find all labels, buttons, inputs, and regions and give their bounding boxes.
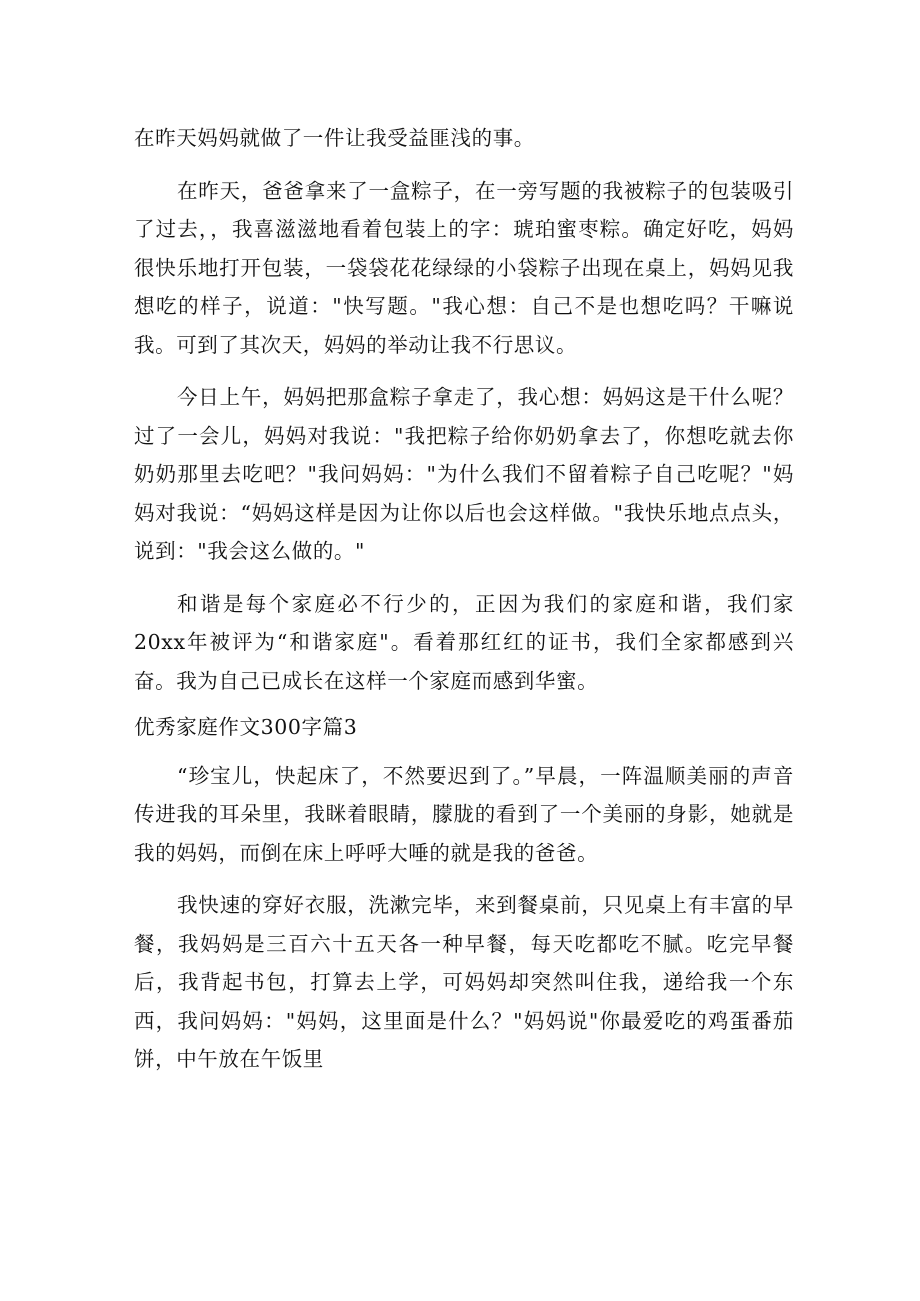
paragraph-breakfast: 我快速的穿好衣服，洗漱完毕，来到餐桌前，只见桌上有丰富的早餐，我妈妈是三百六十五天各一种早餐，每天吃都吃不腻。吃完早餐后，我背起书包，打算去上学，可妈妈却突然叫住我，递给我一个东西，我问妈妈："妈妈，这里面是什么？"妈妈说"你最爱吃的鸡蛋番茄饼，中午放在午饭里	[134, 893, 794, 1071]
paragraph-harmony: 和谐是每个家庭必不行少的，正因为我们的家庭和谐，我们家20xx年被评为“和谐家庭"。看着那红红的证书，我们全家都感到兴奋。我为自己已成长在这样一个家庭而感到华蜜。	[134, 591, 794, 693]
document-body	[134, 119, 794, 1079]
paragraph-morning: “珍宝儿，快起床了，不然要迟到了。”早晨，一阵温顺美丽的声音传进我的耳朵里，我眯着眼睛，朦胧的看到了一个美丽的身影，她就是我的妈妈，而倒在床上呼呼大唾的就是我的爸爸。	[134, 763, 794, 865]
paragraph-grandma: 今日上午，妈妈把那盒粽子拿走了，我心想：妈妈这是干什么呢？过了一会儿，妈妈对我说："我把粽子给你奶奶拿去了，你想吃就去你奶奶那里去吃吧？"我问妈妈："为什么我们不留着粽子自己吃呢？"妈妈对我说：“妈妈这样是因为让你以后也会这样做。"我快乐地点点头，说到："我会这么做的。"	[134, 385, 794, 563]
paragraph-zongzi: 在昨天，爸爸拿来了一盒粽子，在一旁写题的我被粽子的包装吸引了过去，，我喜滋滋地看着包装上的字：琥珀蜜枣粽。确定好吃，妈妈很快乐地打开包装，一袋袋花花绿绿的小袋粽子出现在桌上，妈妈见我想吃的样子，说道："快写题。"我心想：自己不是也想吃吗？干嘛说我。可到了其次天，妈妈的举动让我不行思议。	[134, 178, 794, 357]
paragraph-intro: 在昨天妈妈就做了一件让我受益匪浅的事。	[134, 126, 535, 150]
section-heading: 优秀家庭作文300字篇3	[134, 715, 358, 739]
